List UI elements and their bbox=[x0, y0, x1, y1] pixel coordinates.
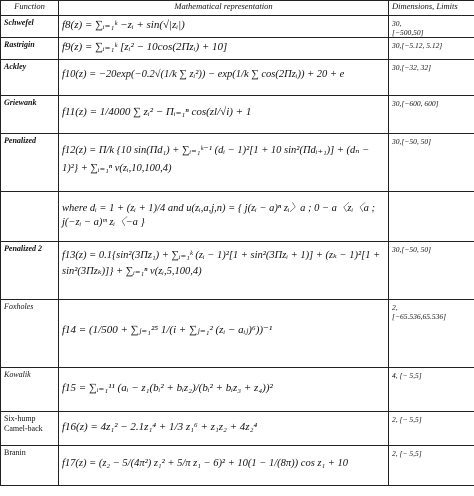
function-name: Penalized bbox=[1, 134, 59, 192]
dimensions: 4, [− 5,5] bbox=[389, 368, 474, 412]
equation: f16(z) = 4z₁² − 2.1z₁⁴ + 1/3 z₁⁶ + z₁z₂ + 4z₂⁴ bbox=[59, 412, 389, 446]
equation: f12(z) = Π/k {10 sin(Πd₁) + ∑ᵢ₌₁ᵏ⁻¹ (dᵢ − 1)²[1 + 10 sin²(Πdᵢ₊₁)] + (dₙ − 1)²} + ∑ᵢ₌₁ⁿ v(zᵢ,10,100,4) bbox=[59, 134, 389, 192]
equation: f13(z) = 0.1{sin²(3Πz₁) + ∑ᵢ₌₁ᵏ (zᵢ − 1)²[1 + sin²(3Πzᵢ + 1)] + (zₖ − 1)²[1 + sin²(3Πzₖ)]} + ∑ᵢ₌₁ⁿ v(zᵢ,5,100,4) bbox=[59, 242, 389, 300]
function-name: Six-hump Camel-back bbox=[1, 412, 59, 446]
function-name: Branin bbox=[1, 446, 59, 486]
dimensions: 2, [−65.536,65.536] bbox=[389, 300, 474, 368]
dimensions: 30,[−5.12, 5.12] bbox=[389, 38, 474, 60]
header-math: Mathematical representation bbox=[59, 1, 389, 16]
equation: f14 = (1/500 + ∑ⱼ₌₁²⁵ 1/(i + ∑ⱼ₌₁² (zᵢ − aᵢⱼ)⁶))⁻¹ bbox=[59, 300, 389, 368]
function-name: Foxholes bbox=[1, 300, 59, 368]
equation: f15 = ∑ᵢ₌₁¹¹ (aᵢ − z₁(bᵢ² + bᵢz₂)/(bᵢ² + bᵢz₃ + z₄))² bbox=[59, 368, 389, 412]
dimensions: 30,[−50, 50] bbox=[389, 134, 474, 192]
function-name: Kowalik bbox=[1, 368, 59, 412]
equation: where dᵢ = 1 + (zᵢ + 1)/4 and u(zᵢ,a,j,n) = { j(zᵢ − a)ⁿ zᵢ〉a ; 0 − a〈zᵢ〈a ; j(−zᵢ − a)ᵐ zᵢ〈−a } bbox=[59, 192, 389, 242]
function-name: Schwefel bbox=[1, 16, 59, 38]
equation: f8(z) = ∑ᵢ₌₁ᵏ −zᵢ + sin(√|zᵢ|) bbox=[59, 16, 389, 38]
equation: f9(z) = ∑ᵢ₌₁ᵏ [zᵢ² − 10cos(2Πzᵢ) + 10] bbox=[59, 38, 389, 60]
function-name: Griewank bbox=[1, 96, 59, 134]
table-row bbox=[1, 96, 474, 134]
table-row bbox=[1, 60, 474, 96]
table-row bbox=[1, 192, 474, 242]
equation: f10(z) = −20exp(−0.2√(1/k ∑ zᵢ²)) − exp(1/k ∑ cos(2Πzᵢ)) + 20 + e bbox=[59, 60, 389, 96]
dimensions: 2, [− 5,5] bbox=[389, 446, 474, 486]
function-name bbox=[1, 192, 59, 242]
header-row bbox=[1, 1, 474, 16]
table-row bbox=[1, 38, 474, 60]
dimensions: 30,[−600, 600] bbox=[389, 96, 474, 134]
dimensions: 30,[−50, 50] bbox=[389, 242, 474, 300]
table-row bbox=[1, 242, 474, 300]
dimensions bbox=[389, 192, 474, 242]
equation: f11(z) = 1/4000 ∑ zᵢ² − Πᵢ₌₁ⁿ cos(zl/√i) + 1 bbox=[59, 96, 389, 134]
function-name: Rastrigin bbox=[1, 38, 59, 60]
table-row bbox=[1, 368, 474, 412]
header-dims: Dimensions, Limits bbox=[389, 1, 474, 16]
table-row bbox=[1, 300, 474, 368]
table-row bbox=[1, 134, 474, 192]
dimensions: 2, [− 5,5] bbox=[389, 412, 474, 446]
header-function: Function bbox=[1, 1, 59, 16]
table-row bbox=[1, 16, 474, 38]
table-row bbox=[1, 446, 474, 486]
dimensions: 30, [−500,50] bbox=[389, 16, 474, 38]
equation: f17(z) = (z₂ − 5/(4π²) z₁² + 5/π z₁ − 6)² + 10(1 − 1/(8π)) cos z₁ + 10 bbox=[59, 446, 389, 486]
dimensions: 30,[−32, 32] bbox=[389, 60, 474, 96]
function-name: Penalized 2 bbox=[1, 242, 59, 300]
function-name: Ackley bbox=[1, 60, 59, 96]
table-row bbox=[1, 412, 474, 446]
